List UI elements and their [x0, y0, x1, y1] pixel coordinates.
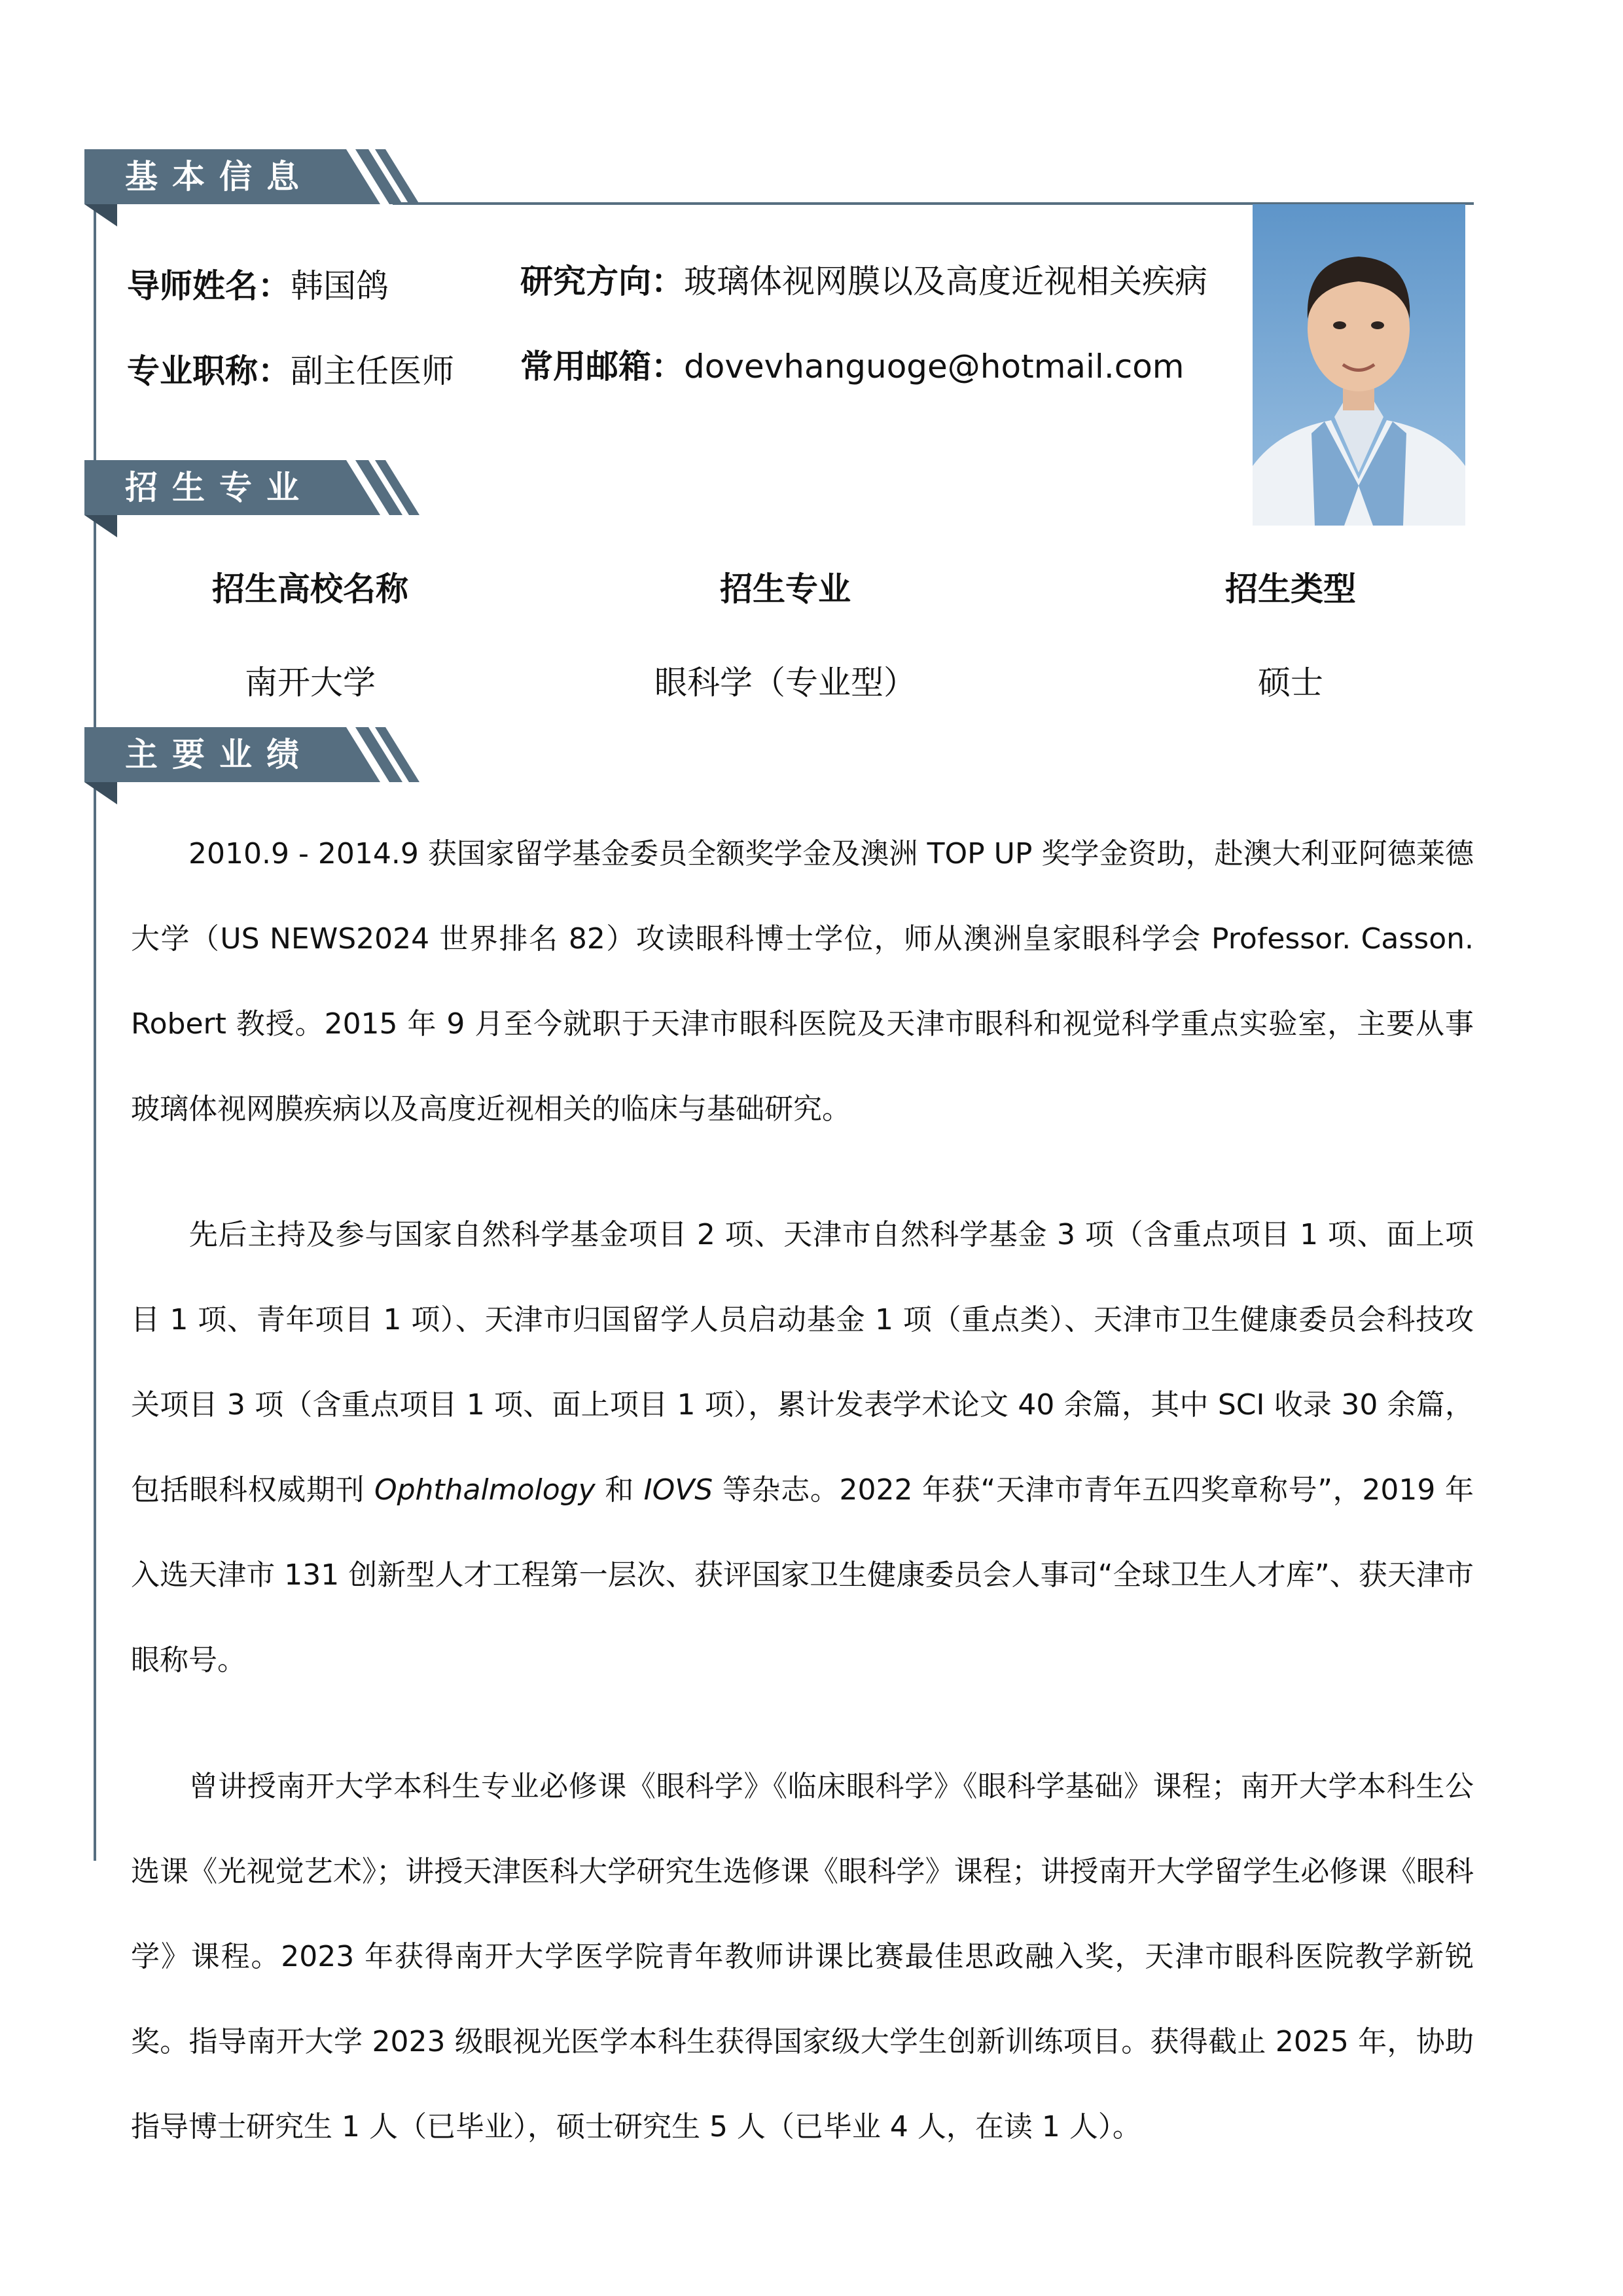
achievement-paragraph-2 — [131, 1193, 1474, 1703]
research-direction-value: 玻璃体视网膜以及高度近视相关疾病 — [684, 262, 1207, 300]
email-value[interactable]: dovevhanguoge@hotmail.com — [684, 348, 1185, 386]
section-title-basic: 基本信息 — [125, 158, 313, 196]
section-banner-basic-info — [84, 149, 425, 208]
paragraph-3-text: 曾讲授南开大学本科生专业必修课《眼科学》《临床眼科学》《眼科学基础》课程；南开大学本科生公选课《光视觉艺术》；讲授天津医科大学研究生选修课《眼科学》课程；讲授南开大学留学生必修课《眼科学》课程。2023 年获得南开大学医学院青年教师讲课比赛最佳思政融入奖，天津市眼科医院教学新锐奖。指导南开大学 2023 级眼视光医学本科生获得国家级大学生创新训练项目。获得截止 2025 年，协助指导博士研究生 1 人（已毕业），硕士研究生 5 人（已毕业 4 人，在读 1 人）。 — [131, 1770, 1474, 2144]
advisor-name-label: 导师姓名： — [127, 267, 291, 305]
left-accent-line — [94, 169, 96, 1861]
paragraph-2-and: 和 — [595, 1473, 644, 1507]
table-cell-university: 南开大学 — [245, 664, 376, 702]
professional-title-value: 副主任医师 — [291, 352, 454, 390]
paragraph-1-text: 2010.9 - 2014.9 获国家留学基金委员全额奖学金及澳洲 TOP UP 奖学金资助，赴澳大利亚阿德莱德大学（US NEWS2024 世界排名 82）攻读眼科博士学位，师从澳洲皇家眼科学会 Professor. Casson. Robert 教授。2015 年 9 月至今就职于天津市眼科医院及天津市眼科和视觉科学重点实验室，主要从事玻璃体视网膜疾病以及高度近视相关的临床与基础研究。 — [131, 837, 1474, 1126]
achievement-paragraph-3 — [131, 1744, 1474, 2170]
table-header-university: 招生高校名称 — [212, 570, 408, 608]
section-title-admission: 招生专业 — [125, 469, 313, 507]
professional-title-field — [127, 345, 454, 397]
paragraph-2-text-b: 等杂志。2022 年获“天津市青年五四奖章称号”，2019 年入选天津市 131 创新型人才工程第一层次、获评国家卫生健康委员会人事司“全球卫生人才库”、获天津市眼称号。 — [131, 1473, 1474, 1677]
advisor-portrait-photo — [1253, 204, 1465, 526]
achievement-paragraph-1 — [131, 812, 1474, 1152]
research-direction-field — [520, 255, 1207, 308]
table-header-major: 招生专业 — [720, 570, 851, 608]
table-cell-major: 眼科学（专业型） — [654, 664, 916, 702]
research-direction-label: 研究方向： — [520, 262, 684, 300]
table-header-type: 招生类型 — [1225, 570, 1356, 608]
section-title-achievements: 主要业绩 — [125, 736, 313, 774]
paragraph-2-text-a: 先后主持及参与国家自然科学基金项目 2 项、天津市自然科学基金 3 项（含重点项目 1 项、面上项目 1 项、青年项目 1 项）、天津市归国留学人员启动基金 1 项（重点类）、天津市卫生健康委员会科技攻关项目 3 项（含重点项目 1 项、面上项目 1 项），累计发表学术论文 40 余篇，其中 SCI 收录 30 余篇，包括眼科权威期刊 — [131, 1218, 1474, 1507]
journal-ophthalmology: Ophthalmology — [374, 1473, 596, 1507]
table-cell-type: 硕士 — [1258, 664, 1323, 702]
journal-iovs: IOVS — [643, 1473, 713, 1507]
email-field — [520, 340, 1185, 393]
section-banner-achievements — [84, 727, 425, 786]
email-label: 常用邮箱： — [520, 348, 684, 386]
section-banner-admission — [84, 460, 425, 519]
professional-title-label: 专业职称： — [127, 352, 291, 390]
advisor-name-value: 韩国鸽 — [291, 267, 389, 305]
advisor-name-field — [127, 260, 389, 312]
